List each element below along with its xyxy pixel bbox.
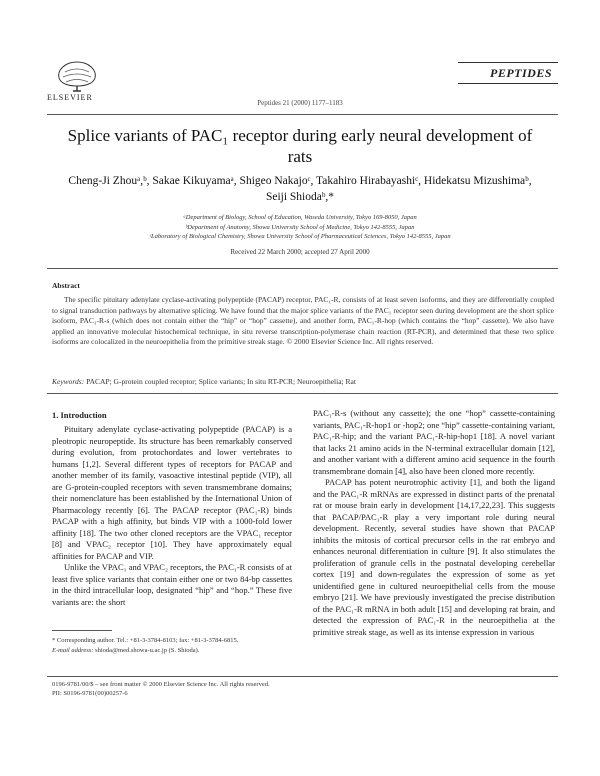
paragraph: PAC₁-R-s (without any cassette); the one “hop” cassette-containing variants, PAC₁-R-hop1 or -hop2; one “hip” cassette-containing variant, PAC₁-R-hip; and the variant PAC₁-R-hip-hop1 [18]. A novel variant that lacks 21 amino acids in the N-terminal extracellular domain [12], and another variant with a different amino acid sequence in the fourth transmembrane domain [4], also have been cloned more recently. (313, 408, 555, 476)
abstract-text: The specific pituitary adenylate cyclase-activating polypeptide (PACAP) receptor, PAC₁-R, consists of at least seven isoforms, and they are differentially coupled to signal transduction pathways by alternative splicing. We have found that the major splice variants of the PAC₁ receptor seen during development are the short splice isoform, PAC₁-R-s (which does not contain either the “hip” or “hop” cassette), and another form, PAC₁-R-hop (which contains the “hop” cassette). We also have applied an innovative molecular histochemical technique, in situ reverse transcription-polymerase chain reaction (RT-PCR), and determined that these two splice isoforms are colocalized in the neuroepithelia from the primitive streak stage. © 2000 Elsevier Science Inc. All rights reserved. (52, 295, 554, 346)
paragraph: PACAP has potent neurotrophic activity [1], and both the ligand and the PAC₁-R mRNAs are expressed in distinct parts of the prenatal rat or mouse brain early in development [14,17,22,23]. This suggests that PACAP/PAC₁-R play a very important role during neural development. Recently, several studies have shown that PACAP inhibits the mitosis of cortical precursor cells in the rat embryo and enhances neuronal differentiation in culture [9]. It also stimulates the proliferation of granule cells in the postnatal developing cerebellar cortex [19] and down-regulates the expression of some as yet unidentified gene in cultured neuroepithelial cells from the mouse embryo [21]. We have previously investigated the precise distribution of the PAC₁-R mRNA in both adult [15] and developing rat brain, and detected the expression of PAC₁-R in the neuroepithelia at the primitive streak stage, as well as its intense expression in various (313, 477, 555, 637)
pii-line: PII: S0196-9781(00)00257-6 (52, 690, 128, 697)
header-divider (47, 114, 558, 115)
section-heading-introduction: 1. Introduction (52, 410, 107, 420)
footnote-divider (52, 630, 112, 631)
email-line (52, 646, 292, 656)
elsevier-tree-icon (47, 58, 107, 92)
corresponding-author-note: * Corresponding author. Tel.: +81-3-3784-8103; fax: +81-3-3784-6815. (52, 637, 239, 644)
paragraph: Pituitary adenylate cyclase-activating polypeptide (PACAP) is a pleotropic neuropeptide. Its structure has been remarkably conserved during evolution, from protochordates and lower vertebrates to humans [1,2]. Several different types of receptors for PACAP and another member of its family, vasoactive intestinal peptide (VIP), all are G-protein-coupled receptors with seven transmembrane domains; their nomenclature has been established by the International Union of Pharmacology recently [6]. The PACAP receptor (PAC₁-R) binds PACAP with a high affinity, but binds VIP with a 1000-fold lower affinity [18]. The two other cloned receptors are the VPAC₁ receptor [8] and VPAC₂ receptor [10]. They have approximately equal affinities for PACAP and VIP. (52, 424, 292, 561)
affiliation-c: ᶜLaboratory of Biological Chemistry, Showa University School of Pharmaceutical Sciences, Tokyo 142-8555, Japan (149, 233, 451, 240)
paragraph: Unlike the VPAC₁ and VPAC₂ receptors, the PAC₁-R consists of at least five splice variants that contain either one or two 84-bp cassettes in the third intracellular loop, designated “hip” and “hop.” These five variants are: the short (52, 562, 292, 607)
publisher-logo (47, 58, 107, 100)
copyright-line: 0196-9781/00/$ – see front matter © 2000 Elsevier Science Inc. All rights reserved. (52, 681, 270, 688)
abstract-divider (47, 268, 558, 269)
footnote (52, 636, 292, 655)
received-dates: Received 22 March 2000; accepted 27 April 2000 (230, 248, 370, 256)
affiliations (80, 213, 520, 242)
journal-banner (458, 62, 558, 84)
keywords (52, 377, 554, 386)
journal-citation: Peptides 21 (2000) 1177–1183 (257, 99, 343, 107)
email-address[interactable]: shioda@med.showa-u.ac.jp (S. Shioda). (95, 646, 200, 654)
copyright-block (52, 680, 552, 698)
abstract-heading: Abstract (52, 281, 80, 290)
keywords-label: Keywords: (52, 377, 85, 386)
email-label: E-mail address: (52, 646, 94, 654)
body-column-right (313, 408, 555, 638)
affiliation-b: ᵇDepartment of Anatomy, Showa University School of Medicine, Tokyo 142-8555, Japan (185, 223, 415, 231)
publisher-name: ELSEVIER (47, 93, 93, 102)
footer-divider (47, 676, 558, 677)
affiliation-a: ᵃDepartment of Biology, School of Education, Waseda University, Tokyo 169-8050, Japan (183, 214, 417, 221)
journal-name: PEPTIDES (489, 66, 552, 80)
keywords-divider (47, 393, 558, 394)
author-list: Cheng-Ji Zhouᵃ,ᵇ, Sakae Kikuyamaᵃ, Shigeo Nakajoᶜ, Takahiro Hirabayashiᶜ, Hidekatsu Mizushimaᵇ, Seiji Shiodaᵇ,* (68, 175, 532, 203)
article-title: Splice variants of PAC₁ receptor during early neural development of rats (67, 126, 533, 166)
body-column-left (52, 424, 292, 608)
keywords-text: PACAP; G-protein coupled receptor; Splice variants; In situ RT-PCR; Neuroepithelia; Rat (86, 377, 356, 386)
